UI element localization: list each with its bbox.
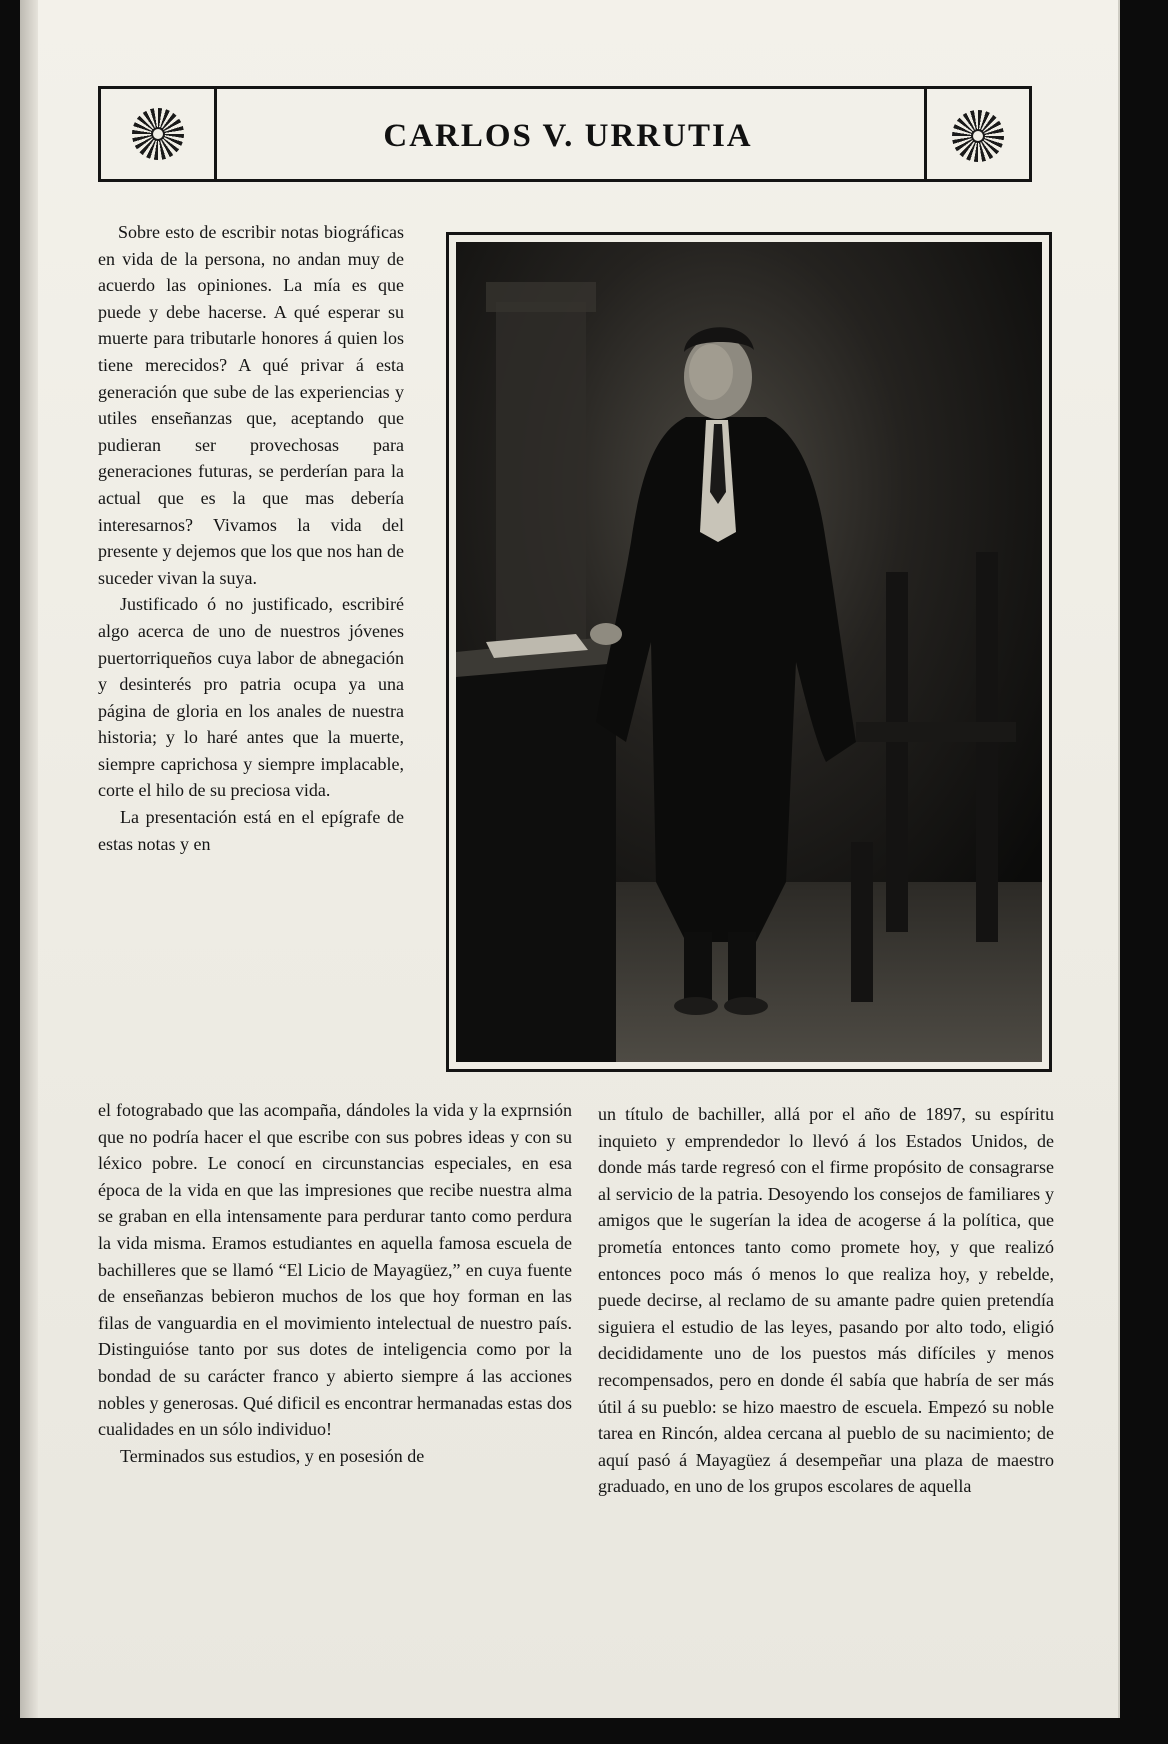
header-left-rule [98, 86, 101, 182]
paragraph-presentation-start: La presentación está en el epígrafe de estas notas y en [98, 807, 404, 854]
article-column-right [598, 1101, 1054, 1500]
header-divider-left [214, 86, 217, 182]
header-box [98, 86, 1032, 182]
header-divider-right [924, 86, 927, 182]
portrait-illustration [456, 242, 1042, 1062]
portrait-photo-frame [446, 232, 1052, 1072]
paragraph-career: un título de bachiller, allá por el año de 1897, su espíritu inquieto y emprendedor lo llevó á los Estados Unidos, de donde más tarde regresó con el firme propósito de consagrarse al servicio de la patria. Desoyendo los consejos de familiares y amigos que le sugerían la idea de acogerse á la política, que prometía entonces tanto como promete hoy, y que realizó entonces poco más ó menos lo que realiza hoy, y rebelde, puede decirse, al reclamo de su amante padre quien pretendía siguiera el estudio de las leyes, pasando por alto todo, eligió decididamente uno de los puestos más difíciles y menos recompensados, pero en donde él sabía que habría de ser más útil á su pueblo: se hizo maestro de escuela. Empezó su noble tarea en Rincón, aldea cercana al pueblo de su nacimiento; de aquí pasó á Mayagüez á desempeñar una plaza de maestro graduado, en uno de los grupos escolares de aquella [598, 1104, 1054, 1497]
rosette-icon-left [132, 108, 184, 160]
header-bottom-rule [98, 179, 1032, 182]
rosette-icon-right [952, 110, 1004, 162]
header-right-rule [1029, 86, 1032, 182]
paragraph-studies-end: Terminados sus estudios, y en posesión de [120, 1445, 425, 1466]
header-top-rule [98, 86, 1032, 89]
article-column-left-bottom [98, 1097, 572, 1469]
paragraph-justification: Justificado ó no justificado, escribiré algo acerca de uno de nuestros jóvenes puertorriqueños cuya labor de abnegación y desinterés pro patria ocupa ya una página de gloria en los anales de nuestra historia; y lo haré antes que la muerte, siempre caprichosa y siempre implacable, corte el hilo de su preciosa vida. [98, 594, 404, 801]
article-column-left-top [98, 219, 404, 857]
paragraph-intro: Sobre esto de escribir notas biográficas en vida de la persona, no andan muy de acuerdo las opiniones. La mía es que puede y debe hacerse. A qué esperar su muerte para tributarle honores á quien los tiene merecidos? A qué privar á esta generación que sube de las experiencias y utiles enseñanzas que, aceptando que pudieran ser provechosas para generaciones futuras, se perderían para la actual que es la que mas debería interesarnos? Vivamos la vida del presente y dejemos que los que nos han de suceder vivan la suya. [98, 222, 404, 588]
portrait-photo [456, 242, 1042, 1062]
article-title: CARLOS V. URRUTIA [383, 118, 753, 154]
paragraph-photo-reference: el fotograbado que las acompaña, dándoles la vida y la exprnsión que no podría hacer el que escribe con sus pobres ideas y con su léxico pobre. Le conocí en circunstancias especiales, en esa época de la vida en que las impresiones que recibe nuestra alma se graban en ella intensamente para perdurar tanto como perdura la vida misma. Eramos estudiantes en aquella famosa escuela de bachilleres que se llamó “El Licio de Mayagüez,” en cuya fuente de enseñanzas bebieron muchos de los que hoy forman en las filas de vanguardia en el movimiento intelectual de nuestro país. Distinguióse tanto por sus dotes de inteligencia como por la bondad de su carácter franco y abierto siempre á las acciones nobles y generosas. Qué dificil es encontrar hermanadas estas dos cualidades en un sólo individuo! [98, 1100, 572, 1440]
